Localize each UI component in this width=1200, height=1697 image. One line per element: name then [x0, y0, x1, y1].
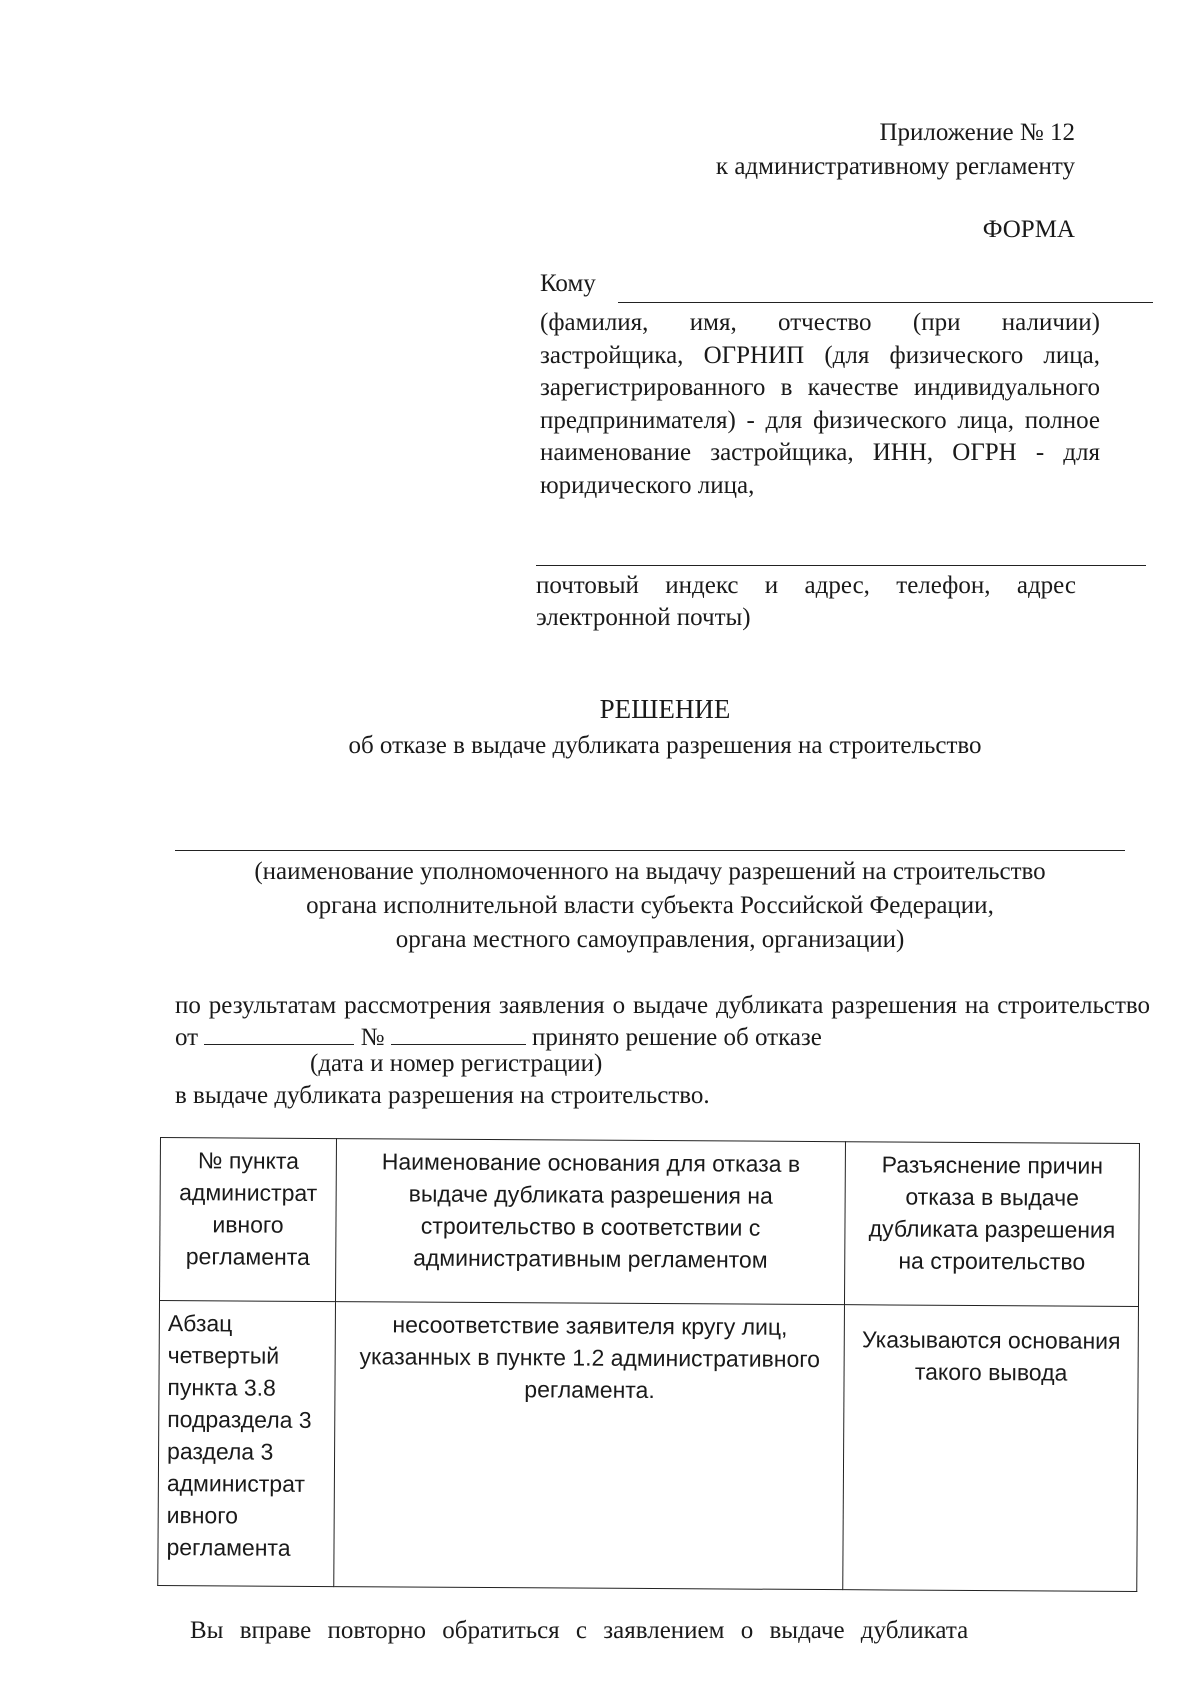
- date-number-hint: (дата и номер регистрации): [310, 1050, 603, 1077]
- consideration-text-3: в выдаче дубликата разрешения на строительство.: [175, 1082, 710, 1109]
- appendix-number: Приложение № 12: [879, 119, 1075, 146]
- authority-description: [175, 855, 1125, 957]
- table-row: [158, 1301, 1139, 1592]
- addressee-input-line[interactable]: [618, 302, 1153, 303]
- table-header-row: [160, 1138, 1140, 1307]
- decision-subtitle: об отказе в выдаче дубликата разрешения на строительство: [348, 732, 982, 759]
- number-sign: №: [360, 1024, 385, 1051]
- authority-input-line[interactable]: [175, 850, 1125, 851]
- closing-text: Вы вправе повторно обратиться с заявлением о выдаче дубликата: [190, 1617, 969, 1644]
- decision-title: РЕШЕНИЕ: [599, 694, 731, 724]
- addressee-to-label: Кому: [540, 270, 596, 297]
- addressee-address-line[interactable]: [536, 565, 1146, 566]
- authority-line-1: (наименование уполномоченного на выдачу разрешений на строительство: [254, 858, 1046, 885]
- authority-line-3: органа местного самоуправления, организации): [395, 926, 905, 953]
- cell-refusal-basis: несоответствие заявителя кругу лиц, указанных в пункте 1.2 административного регламента.: [334, 1302, 845, 1590]
- application-date-blank[interactable]: [204, 1024, 354, 1045]
- application-number-blank[interactable]: [391, 1024, 526, 1045]
- refusal-reasons-table: [157, 1137, 1140, 1592]
- cell-refusal-explanation: Указываются основания такого вывода: [843, 1305, 1139, 1592]
- addressee-description: (фамилия, имя, отчество (при наличии) застройщика, ОГРНИП (для физического лица, зарегистрированного в качестве индивидуального предпринимателя) - для физического лица, полное наименование застройщика, ИНН, ОГРН - для юридического лица,: [540, 309, 1100, 499]
- consideration-paragraph: [175, 990, 1150, 1054]
- form-label: ФОРМА: [982, 216, 1075, 243]
- consideration-text-1: по результатам рассмотрения заявления о выдаче дубликата разрешения на строительство от: [175, 992, 1150, 1051]
- authority-line-2: органа исполнительной власти субъекта Российской Федерации,: [306, 892, 994, 919]
- header-clause-number: № пункта администрат ивного регламента: [160, 1138, 337, 1302]
- cell-clause-number: Абзац четвертый пункта 3.8 подраздела 3 раздела 3 администрат ивного регламента: [158, 1301, 336, 1587]
- appendix-regulation: к административному регламенту: [715, 153, 1075, 180]
- consideration-text-2: принято решение об отказе: [531, 1024, 822, 1051]
- appendix-reference: [716, 116, 1075, 184]
- postal-description: почтовый индекс и адрес, телефон, адрес электронной почты): [536, 572, 1076, 631]
- header-refusal-basis: Наименование основания для отказа в выдаче дубликата разрешения на строительство в соответствии с административным регламентом: [336, 1139, 846, 1305]
- header-refusal-explanation: Разъяснение причин отказа в выдаче дубликата разрешения на строительство: [845, 1142, 1140, 1307]
